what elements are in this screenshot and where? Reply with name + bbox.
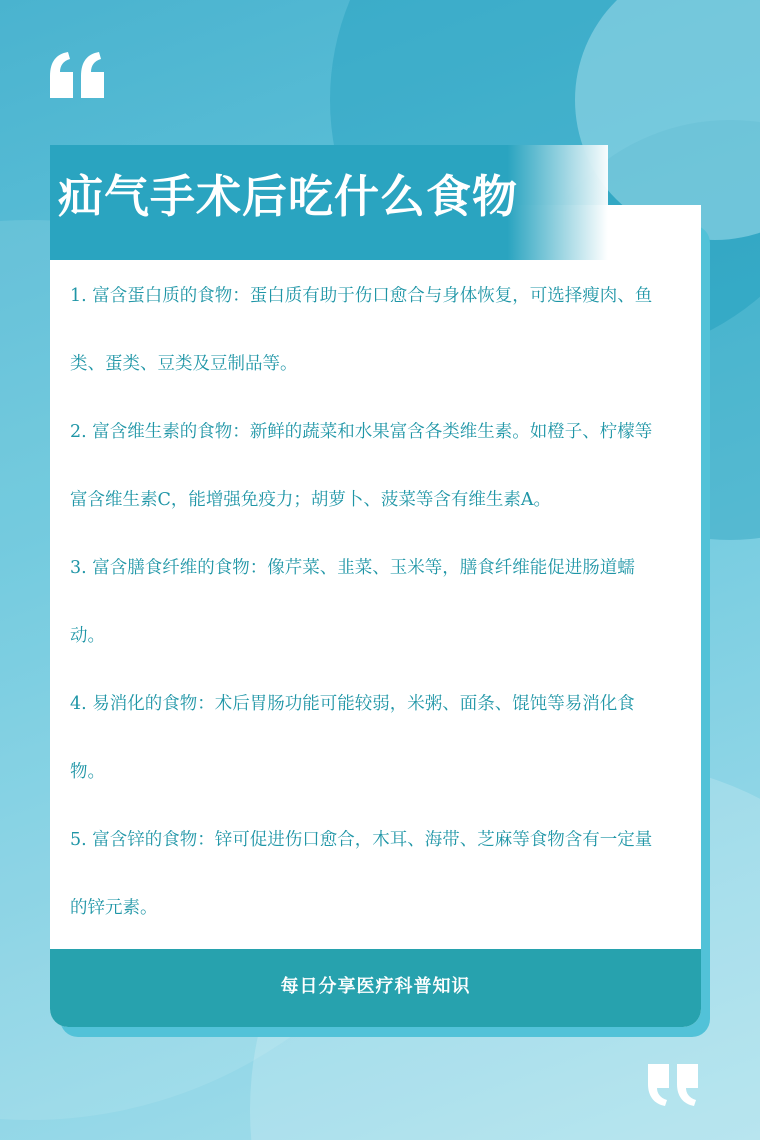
list-item: 3. 富含膳食纤维的食物：像芹菜、韭菜、玉米等，膳食纤维能促进肠道蠕动。 <box>70 558 635 646</box>
page-title: 疝气手术后吃什么食物 <box>58 170 519 223</box>
close-quote-icon <box>646 1062 702 1108</box>
list-item: 4. 易消化的食物：术后胃肠功能可能较弱，米粥、面条、馄饨等易消化食物。 <box>70 694 635 782</box>
footer-banner: 每日分享医疗科普知识 <box>50 949 701 1027</box>
food-list <box>70 262 665 942</box>
open-quote-icon <box>48 50 108 100</box>
list-item: 1. 富含蛋白质的食物：蛋白质有助于伤口愈合与身体恢复，可选择瘦肉、鱼类、蛋类、豆类及豆制品等。 <box>70 286 653 374</box>
list-item: 2. 富含维生素的食物：新鲜的蔬菜和水果富含各类维生素。如橙子、柠檬等富含维生素C，能增强免疫力；胡萝卜、菠菜等含有维生素A。 <box>70 422 653 510</box>
list-item: 5. 富含锌的食物：锌可促进伤口愈合，木耳、海带、芝麻等食物含有一定量的锌元素。 <box>70 830 653 918</box>
